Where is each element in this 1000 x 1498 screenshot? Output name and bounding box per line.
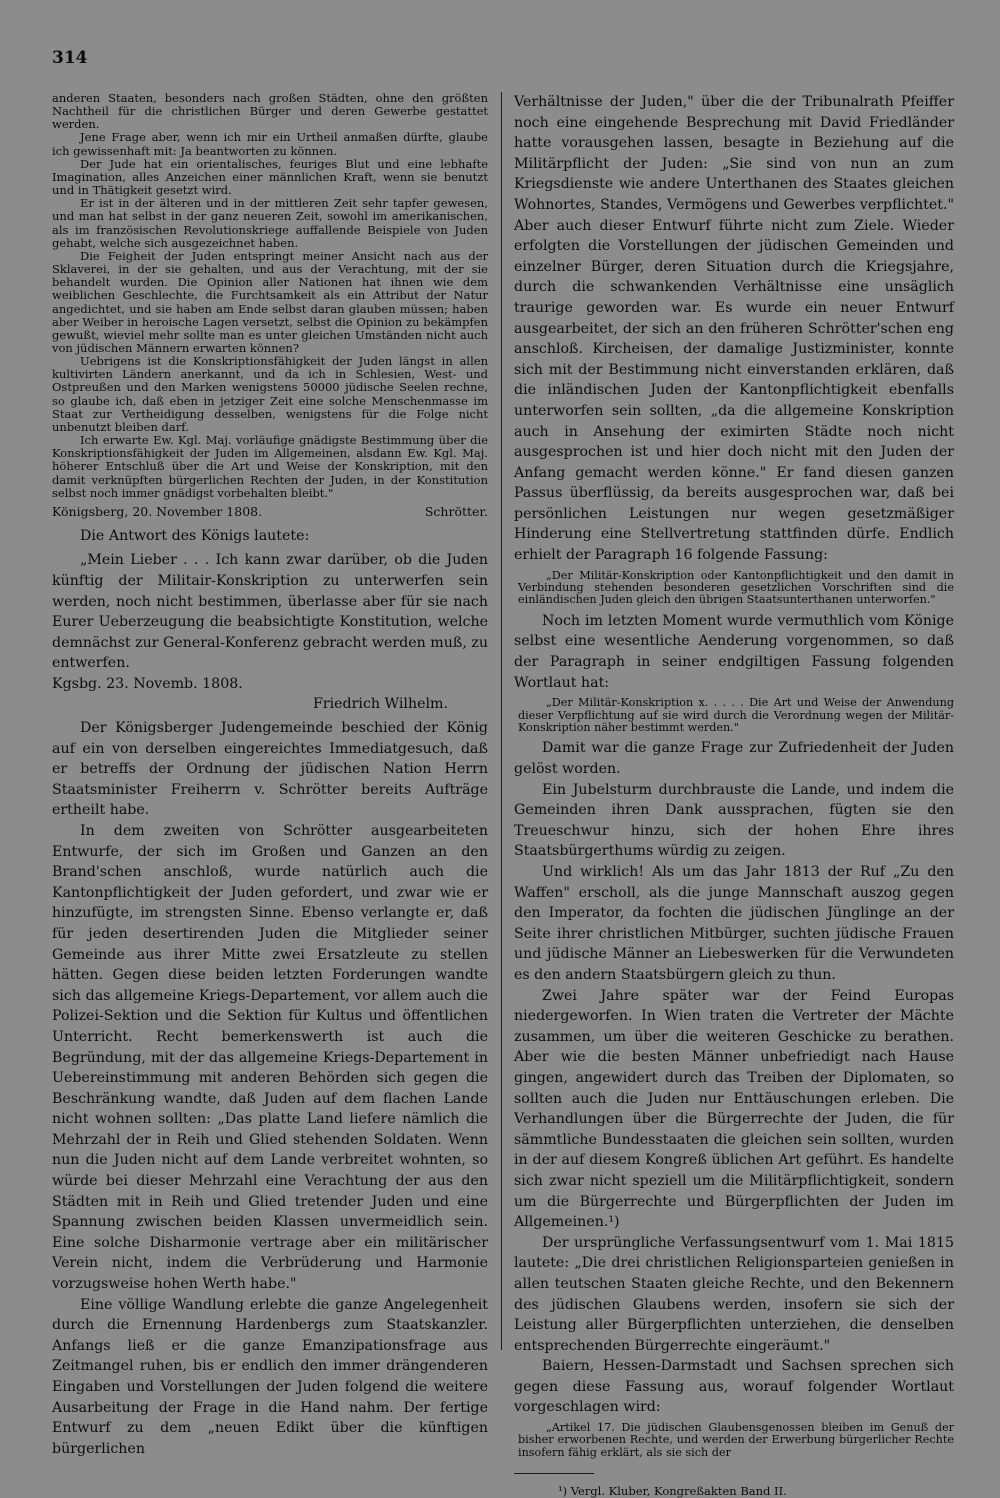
block-quote: „Der Militär-Konskription x. . . . . Die Art und Weise der Anwendung dieser Verpflichtung auf sie wird durch die Verordnung wegen der Militär-Konskription näher bestimmt werden." (518, 696, 954, 735)
column-divider (501, 92, 502, 1350)
signature-name: Schrötter. (424, 503, 488, 519)
paragraph: Ich erwarte Ew. Kgl. Maj. vorläufige gnädigste Bestimmung über die Konskriptionsfähigkeit der Juden im Allgemeinen, alsdann Ew. Kgl. Maj. höherer Entschluß über die Art und Weise der Konskription, mit den damit verknüpften bürgerlichen Rechten der Juden, in der Konstitution selbst noch immer gnädigst vorbehalten bleibt." (52, 433, 488, 500)
paragraph: Die Antwort des Königs lautete: (80, 527, 310, 544)
paragraph: Ein Jubelsturm durchbrauste die Lande, und indem die Gemeinden ihren Dank aussprachen, fügten sie den Treueschwur hinzu, sich der hohen Ehre ihres Staatsbürgerthums würdig zu zeigen. (514, 781, 954, 860)
paragraph: anderen Staaten, besonders nach großen Städten, ohne den größten Nachtheil für die christlichen Bürger und deren Gewerbe gestattet werden. (52, 91, 488, 132)
paragraph: Der ursprüngliche Verfassungsentwurf vom 1. Mai 1815 lautete: „Die drei christlichen Religionsparteien genießen in allen teutschen Staaten gleiche Rechte, und den Bekennern des jüdischen Glaubens werden, insofern sie sich der Leistung aller Bürgerpflichten unterziehen, die denselben entsprechenden Bürgerrechte eingeräumt." (514, 1234, 954, 1354)
page-number: 314 (52, 48, 88, 68)
paragraph: Verhältnisse der Juden," über die der Tribunalrath Pfeiffer noch eine eingehende Besprechung mit David Friedländer hatte vorausgehen lassen, besagte in Beziehung auf die Militärpflicht der Juden: „Sie sind von nun an zum Kriegsdienste wie andere Unterthanen des Staates gleichen Wohnortes, Standes, Vermögens und Gewerbes verpflichtet." Aber auch dieser Entwurf führte nicht zum Ziele. Wieder erfolgten die Vorstellungen der jüdischen Gemeinden und einzelner Bürger, deren Situation durch die Kriegsjahre, durch die schwankenden Verhältnisse eine unsäglich traurige geworden war. Es wurde ein neuer Entwurf ausgearbeitet, der sich an den früheren Schrötter'schen eng anschloß. Kircheisen, der damalige Justizminister, konnte sich mit der Bestimmung nicht einverstanden erklären, daß die inländischen Juden der Kantonpflichtigkeit ebenfalls unterworfen sein sollten, „da die allgemeine Konskription auch in Ansehung der eximirten Städte noch nicht ausgesprochen ist und hier doch nicht mit den Juden der Anfang gemacht werden könne." Er fand diesen ganzen Passus überflüssig, da bereits ausgesprochen war, daß bei persönlichen Leistungen nur wegen gesetzmäßiger Hinderung eine Stellvertretung stattfinden dürfe. Endlich erhielt der Paragraph 16 folgende Fassung: (514, 94, 954, 564)
left-column (52, 92, 488, 1459)
paragraph: Uebrigens ist die Konskriptionsfähigkeit der Juden längst in allen kultivirten Ländern anerkannt, und da ich in Schlesien, West- und Ostpreußen und den Marken wenigstens 50000 jüdische Seelen rechne, so glaube ich, daß eben in jetziger Zeit eine solche Menschenmasse im Staat zur Vertheidigung desselben, wenigstens für die Folge nicht unbenutzt bleiben darf. (52, 354, 488, 434)
paragraph: In dem zweiten von Schrötter ausgearbeiteten Entwurfe, der sich im Großen und Ganzen an den Brand'schen anschloß, wurde natürlich auch die Kantonpflichtigkeit der Juden gefordert, und zwar wie er hinzufügte, im strengsten Sinne. Ebenso verlangte er, daß für jeden desertirenden Juden die Mitglieder seiner Gemeinde aus ihrer Mitte zwei Ersatzleute zu stellen hätten. Gegen diese beiden letzten Forderungen wandte sich das allgemeine Kriegs-Departement, vor allem auch die Polizei-Sektion und die Sektion für Kultus und öffentlichen Unterricht. Recht bemerkenswerth ist auch die Begründung, mit der das allgemeine Kriegs-Departement in Uebereinstimmung mit anderen Behörden sich gegen die Beschränkung wandte, daß Juden auf dem flachen Lande nicht wohnen sollten: „Das platte Land liefere nämlich die Mehrzahl der in Reih und Glied stehenden Soldaten. Wenn nun die Juden nicht auf dem Lande verbreitet wohnten, so würde bei dieser Mehrzahl eine Verachtung der aus den Städten mit in Reih und Glied tretender Juden und eine Spannung zwischen beiden Klassen unvermeidlich sein. Eine solche Disharmonie vertrage aber ein militärischer Verein nicht, indem die Verbrüderung und Harmonie vorzugsweise hohen Werth habe." (52, 822, 488, 1293)
paragraph: Eine völlige Wandlung erlebte die ganze Angelegenheit durch die Ernennung Hardenbergs zum Staatskanzler. Anfangs ließ er die ganze Emanzipationsfrage aus Zeitmangel ruhen, bis er endlich den immer drängenderen Eingaben und Vorstellungen der Juden folgend die weitere Ausarbeitung der Frage in die Hand nahm. Der fertige Entwurf zu dem „neuen Edikt über die künftigen bürgerlichen (52, 1296, 488, 1457)
right-column (514, 92, 954, 1498)
paragraph: Baiern, Hessen-Darmstadt und Sachsen sprechen sich gegen diese Fassung aus, worauf folgender Wortlaut vorgeschlagen wird: (514, 1358, 954, 1416)
paragraph: „Mein Lieber . . . Ich kann zwar darüber, ob die Juden künftig der Militair-Konskription zu unterwerfen sein werden, noch nicht bestimmen, überlasse aber für sie nach Eurer Ueberzeugung die beabsichtigte Konstitution, welche demnächst zur General-Konferenz gebracht werden muß, zu entwerfen. (52, 552, 488, 672)
paragraph: Noch im letzten Moment wurde vermuthlich vom Könige selbst eine wesentliche Aenderung vorgenommen, so daß der Paragraph in seiner endgiltigen Fassung folgenden Wortlaut hat: (514, 612, 954, 691)
signature-line (52, 674, 488, 694)
signature-date: Königsberg, 20. November 1808. (52, 503, 263, 519)
paragraph: Er ist in der älteren und in der mittleren Zeit sehr tapfer gewesen, und man hat selbst in der ganz neueren Zeit, sowohl im amerikanischen, als im französischen Revolutionskriege auffallende Beispiele von Juden gehabt, welche sich ausgezeichnet haben. (52, 196, 488, 250)
block-quote: „Der Militär-Konskription oder Kantonpflichtigkeit und den damit in Verbindung stehenden besonderen gesetzlichen Vorschriften sind die einländischen Juden gleich den übrigen Staatsunterthanen unterworfen." (518, 568, 954, 607)
signature-line (52, 694, 488, 714)
footnote: ¹) Vergl. Kluber, Kongreßakten Band II. (558, 1484, 787, 1498)
paragraph: Zwei Jahre später war der Feind Europas niedergeworfen. In Wien traten die Vertreter der Mächte zusammen, um über die weiteren Geschicke zu berathen. Aber wie die besten Männer unbefriedigt nach Hause gingen, angewidert durch das Treiben der Diplomaten, so sollten auch die Juden nur Enttäuschungen erleben. Die Verhandlungen über die Bürgerrechte der Juden, die für sämmtliche Bundesstaaten die gleichen sein sollten, wurden in der auf diesem Kongreß üblichen Art geführt. Es handelte sich zwar nicht speziell um die Militärpflichtigkeit, sondern um die Bürgerrechte und Bürgerpflichten der Juden im Allgemeinen.¹) (514, 987, 954, 1231)
signature-date: Kgsbg. 23. Novemb. 1808. (52, 676, 243, 692)
signature-name: Friedrich Wilhelm. (313, 696, 448, 712)
signature-line (52, 504, 488, 520)
paragraph: Jene Frage aber, wenn ich mir ein Urtheil anmaßen dürfte, glaube ich gewissenhaft mit: Ja beantworten zu können. (52, 130, 488, 158)
paragraph: Der Königsberger Judengemeinde beschied der König auf ein von derselben eingereichtes Immediatgesuch, daß er betreffs der Ordnung der jüdischen Nation Herrn Staatsminister Freiherrn v. Schrötter bereits Aufträge ertheilt habe. (52, 720, 488, 819)
footnote-rule (514, 1473, 594, 1474)
paragraph: Die Feigheit der Juden entspringt meiner Ansicht nach aus der Sklaverei, in der sie gehalten, und aus der Verachtung, mit der sie behandelt wurden. Die Opinion aller Nationen hat ihnen wie dem weiblichen Geschlechte, die Furchtsamkeit als ein Attribut der Natur angedichtet, und sie haben am Ende selbst daran glauben müssen; haben aber Weiber in heroische Lagen versetzt, selbst die Opinion zu bekämpfen gewußt, wieviel mehr sollte man es unter gleichen Umständen nicht auch von jüdischen Männern erwarten können? (52, 248, 488, 355)
paragraph: Damit war die ganze Frage zur Zufriedenheit der Juden gelöst worden. (514, 740, 954, 778)
block-quote: „Artikel 17. Die jüdischen Glaubensgenossen bleiben im Genuß der bisher erworbenen Rechte, und werden der Erwerbung bürgerlicher Rechte insofern fähig erklärt, als sie sich der (518, 1421, 954, 1459)
paragraph: Und wirklich! Als um das Jahr 1813 der Ruf „Zu den Waffen" erscholl, als die junge Mannschaft auszog gegen den Imperator, da fochten die jüdischen Jünglinge an der Seite ihrer christlichen Mitbürger, suchten jüdische Frauen und jüdische Männer an Liebeswerken für die Verwundeten es den andern Staatsbürgern gleich zu thun. (514, 864, 954, 983)
paragraph: Der Jude hat ein orientalisches, feuriges Blut und eine lebhafte Imagination, alles Anzeichen einer männlichen Kraft, wenn sie benutzt und in Thätigkeit gesetzt wird. (52, 156, 488, 198)
